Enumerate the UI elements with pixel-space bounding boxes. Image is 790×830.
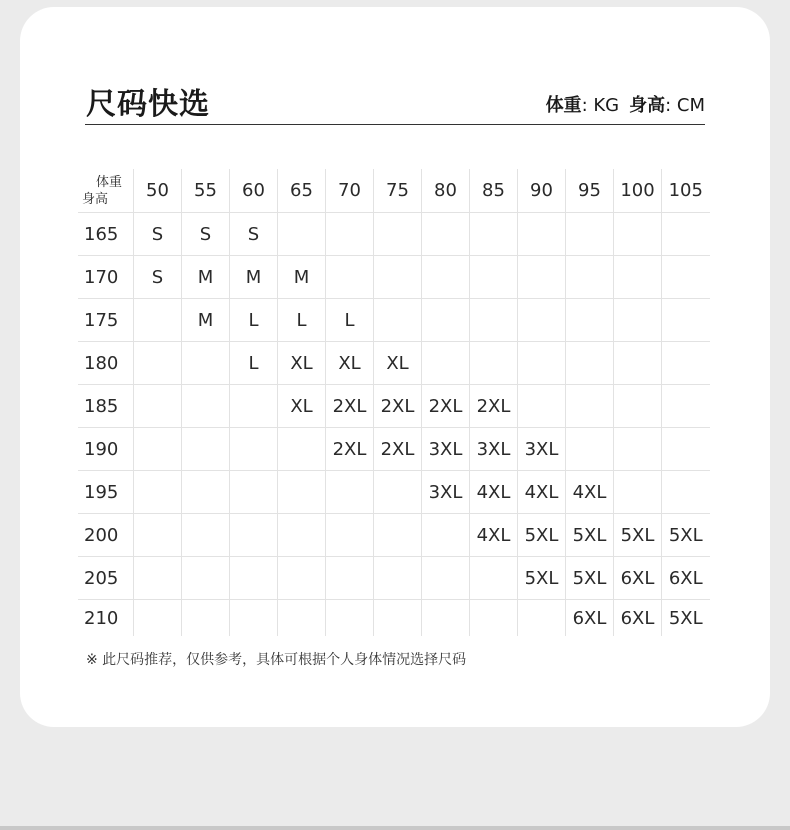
weight-header-cell: 60 <box>230 169 278 213</box>
size-cell: M <box>278 256 326 299</box>
size-cell: M <box>230 256 278 299</box>
size-cell <box>662 213 710 256</box>
size-cell: S <box>134 213 182 256</box>
size-cell: 2XL <box>374 385 422 428</box>
size-cell <box>614 471 662 514</box>
size-cell <box>134 600 182 637</box>
size-cell <box>470 600 518 637</box>
size-cell <box>566 428 614 471</box>
size-cell <box>230 385 278 428</box>
size-cell <box>326 557 374 600</box>
weight-header-cell: 50 <box>134 169 182 213</box>
table-row <box>78 600 710 637</box>
size-cell <box>614 299 662 342</box>
size-cell <box>422 557 470 600</box>
size-cell <box>662 428 710 471</box>
size-cell <box>518 385 566 428</box>
size-cell: 5XL <box>614 514 662 557</box>
size-cell: M <box>182 256 230 299</box>
weight-header-cell: 75 <box>374 169 422 213</box>
size-cell: 3XL <box>470 428 518 471</box>
size-cell <box>470 342 518 385</box>
size-cell <box>134 557 182 600</box>
page-title: 尺码快选 <box>86 87 210 122</box>
size-cell: 2XL <box>374 428 422 471</box>
size-cell: 6XL <box>662 557 710 600</box>
size-cell <box>278 213 326 256</box>
size-guide-card <box>20 7 770 727</box>
size-cell: 6XL <box>566 600 614 637</box>
table-row <box>78 557 710 600</box>
size-cell <box>422 514 470 557</box>
size-cell: XL <box>278 342 326 385</box>
size-cell: S <box>134 256 182 299</box>
size-cell <box>230 428 278 471</box>
weight-header-cell: 70 <box>326 169 374 213</box>
size-cell: 6XL <box>614 600 662 637</box>
size-cell <box>374 256 422 299</box>
height-row-header: 200 <box>78 514 134 557</box>
size-cell <box>230 600 278 637</box>
size-cell <box>470 299 518 342</box>
size-cell <box>182 600 230 637</box>
height-row-header: 175 <box>78 299 134 342</box>
weight-header-row <box>78 169 710 213</box>
weight-header-cell: 85 <box>470 169 518 213</box>
size-cell <box>662 342 710 385</box>
size-cell <box>374 600 422 637</box>
size-cell <box>422 342 470 385</box>
size-cell <box>518 600 566 637</box>
disclaimer-note: ※ 此尺码推荐，仅供参考，具体可根据个人身体情况选择尺码 <box>86 652 467 668</box>
size-cell <box>662 385 710 428</box>
size-cell: 4XL <box>470 514 518 557</box>
size-cell: 5XL <box>518 514 566 557</box>
size-cell <box>182 428 230 471</box>
size-cell: L <box>326 299 374 342</box>
size-cell <box>518 256 566 299</box>
size-cell: 6XL <box>614 557 662 600</box>
size-cell <box>422 600 470 637</box>
size-cell <box>518 213 566 256</box>
height-row-header: 205 <box>78 557 134 600</box>
size-cell <box>326 213 374 256</box>
size-cell <box>662 256 710 299</box>
size-cell: 4XL <box>470 471 518 514</box>
size-cell <box>134 471 182 514</box>
size-cell <box>614 213 662 256</box>
weight-header-cell: 105 <box>662 169 710 213</box>
table-row <box>78 428 710 471</box>
size-cell <box>134 514 182 557</box>
weight-header-cell: 80 <box>422 169 470 213</box>
size-cell: L <box>230 299 278 342</box>
size-cell: 2XL <box>326 385 374 428</box>
height-row-header: 185 <box>78 385 134 428</box>
size-cell <box>374 299 422 342</box>
size-cell <box>278 514 326 557</box>
size-cell: 3XL <box>518 428 566 471</box>
size-cell <box>182 342 230 385</box>
size-cell: 4XL <box>518 471 566 514</box>
size-cell <box>134 342 182 385</box>
size-cell <box>374 514 422 557</box>
size-cell: 5XL <box>518 557 566 600</box>
size-cell <box>614 385 662 428</box>
size-cell <box>422 299 470 342</box>
size-cell: XL <box>278 385 326 428</box>
table-row <box>78 299 710 342</box>
height-row-header: 190 <box>78 428 134 471</box>
size-cell <box>326 471 374 514</box>
size-cell: 5XL <box>662 514 710 557</box>
size-cell <box>566 385 614 428</box>
size-cell <box>566 299 614 342</box>
size-cell <box>374 557 422 600</box>
height-unit-label: 身高 <box>629 95 666 116</box>
size-cell <box>422 213 470 256</box>
weight-unit-label: 体重 <box>545 95 582 116</box>
size-cell <box>566 213 614 256</box>
height-row-header: 165 <box>78 213 134 256</box>
size-cell: S <box>182 213 230 256</box>
size-cell: XL <box>374 342 422 385</box>
size-cell <box>566 256 614 299</box>
size-cell <box>182 557 230 600</box>
size-cell <box>470 213 518 256</box>
weight-unit-value: : KG <box>581 95 620 116</box>
corner-height-label: 身高 <box>82 191 109 207</box>
size-cell <box>614 342 662 385</box>
size-cell <box>614 428 662 471</box>
title-divider <box>85 124 705 125</box>
size-cell <box>662 299 710 342</box>
size-cell: XL <box>326 342 374 385</box>
size-cell: 2XL <box>422 385 470 428</box>
table-row <box>78 471 710 514</box>
size-cell <box>518 342 566 385</box>
units-legend <box>546 91 705 117</box>
size-cell <box>182 385 230 428</box>
size-cell: 2XL <box>326 428 374 471</box>
size-cell <box>326 514 374 557</box>
size-cell <box>134 385 182 428</box>
table-row <box>78 213 710 256</box>
weight-header-cell: 55 <box>182 169 230 213</box>
table-row <box>78 514 710 557</box>
size-cell <box>518 299 566 342</box>
weight-header-cell: 100 <box>614 169 662 213</box>
bottom-bar <box>0 826 790 830</box>
size-cell <box>278 600 326 637</box>
corner-weight-label: 体重 <box>96 174 123 190</box>
height-unit-value: : CM <box>665 95 705 116</box>
size-cell <box>470 256 518 299</box>
size-cell: M <box>182 299 230 342</box>
height-row-header: 180 <box>78 342 134 385</box>
size-cell <box>182 514 230 557</box>
size-cell: 3XL <box>422 428 470 471</box>
weight-header-cell: 90 <box>518 169 566 213</box>
size-cell: L <box>230 342 278 385</box>
size-cell <box>422 256 470 299</box>
weight-header-cell: 95 <box>566 169 614 213</box>
size-cell <box>326 256 374 299</box>
height-row-header: 170 <box>78 256 134 299</box>
size-cell: S <box>230 213 278 256</box>
size-cell: L <box>278 299 326 342</box>
table-corner <box>78 169 134 213</box>
height-row-header: 195 <box>78 471 134 514</box>
table-row <box>78 342 710 385</box>
size-cell <box>230 557 278 600</box>
size-cell <box>326 600 374 637</box>
size-cell <box>614 256 662 299</box>
size-cell: 5XL <box>662 600 710 637</box>
size-cell <box>374 471 422 514</box>
size-cell: 2XL <box>470 385 518 428</box>
size-cell: 4XL <box>566 471 614 514</box>
height-row-header: 210 <box>84 607 119 629</box>
size-cell: 5XL <box>566 514 614 557</box>
table-row <box>78 385 710 428</box>
size-cell <box>278 428 326 471</box>
size-cell: 3XL <box>422 471 470 514</box>
size-cell <box>470 557 518 600</box>
size-cell <box>278 557 326 600</box>
size-cell <box>662 471 710 514</box>
size-cell <box>566 342 614 385</box>
weight-header-cell: 65 <box>278 169 326 213</box>
size-cell <box>230 471 278 514</box>
table-row <box>78 256 710 299</box>
size-cell <box>134 428 182 471</box>
size-cell <box>374 213 422 256</box>
size-cell <box>278 471 326 514</box>
size-cell <box>182 471 230 514</box>
size-cell <box>134 299 182 342</box>
size-cell <box>230 514 278 557</box>
size-cell: 5XL <box>566 557 614 600</box>
size-table <box>78 169 710 636</box>
